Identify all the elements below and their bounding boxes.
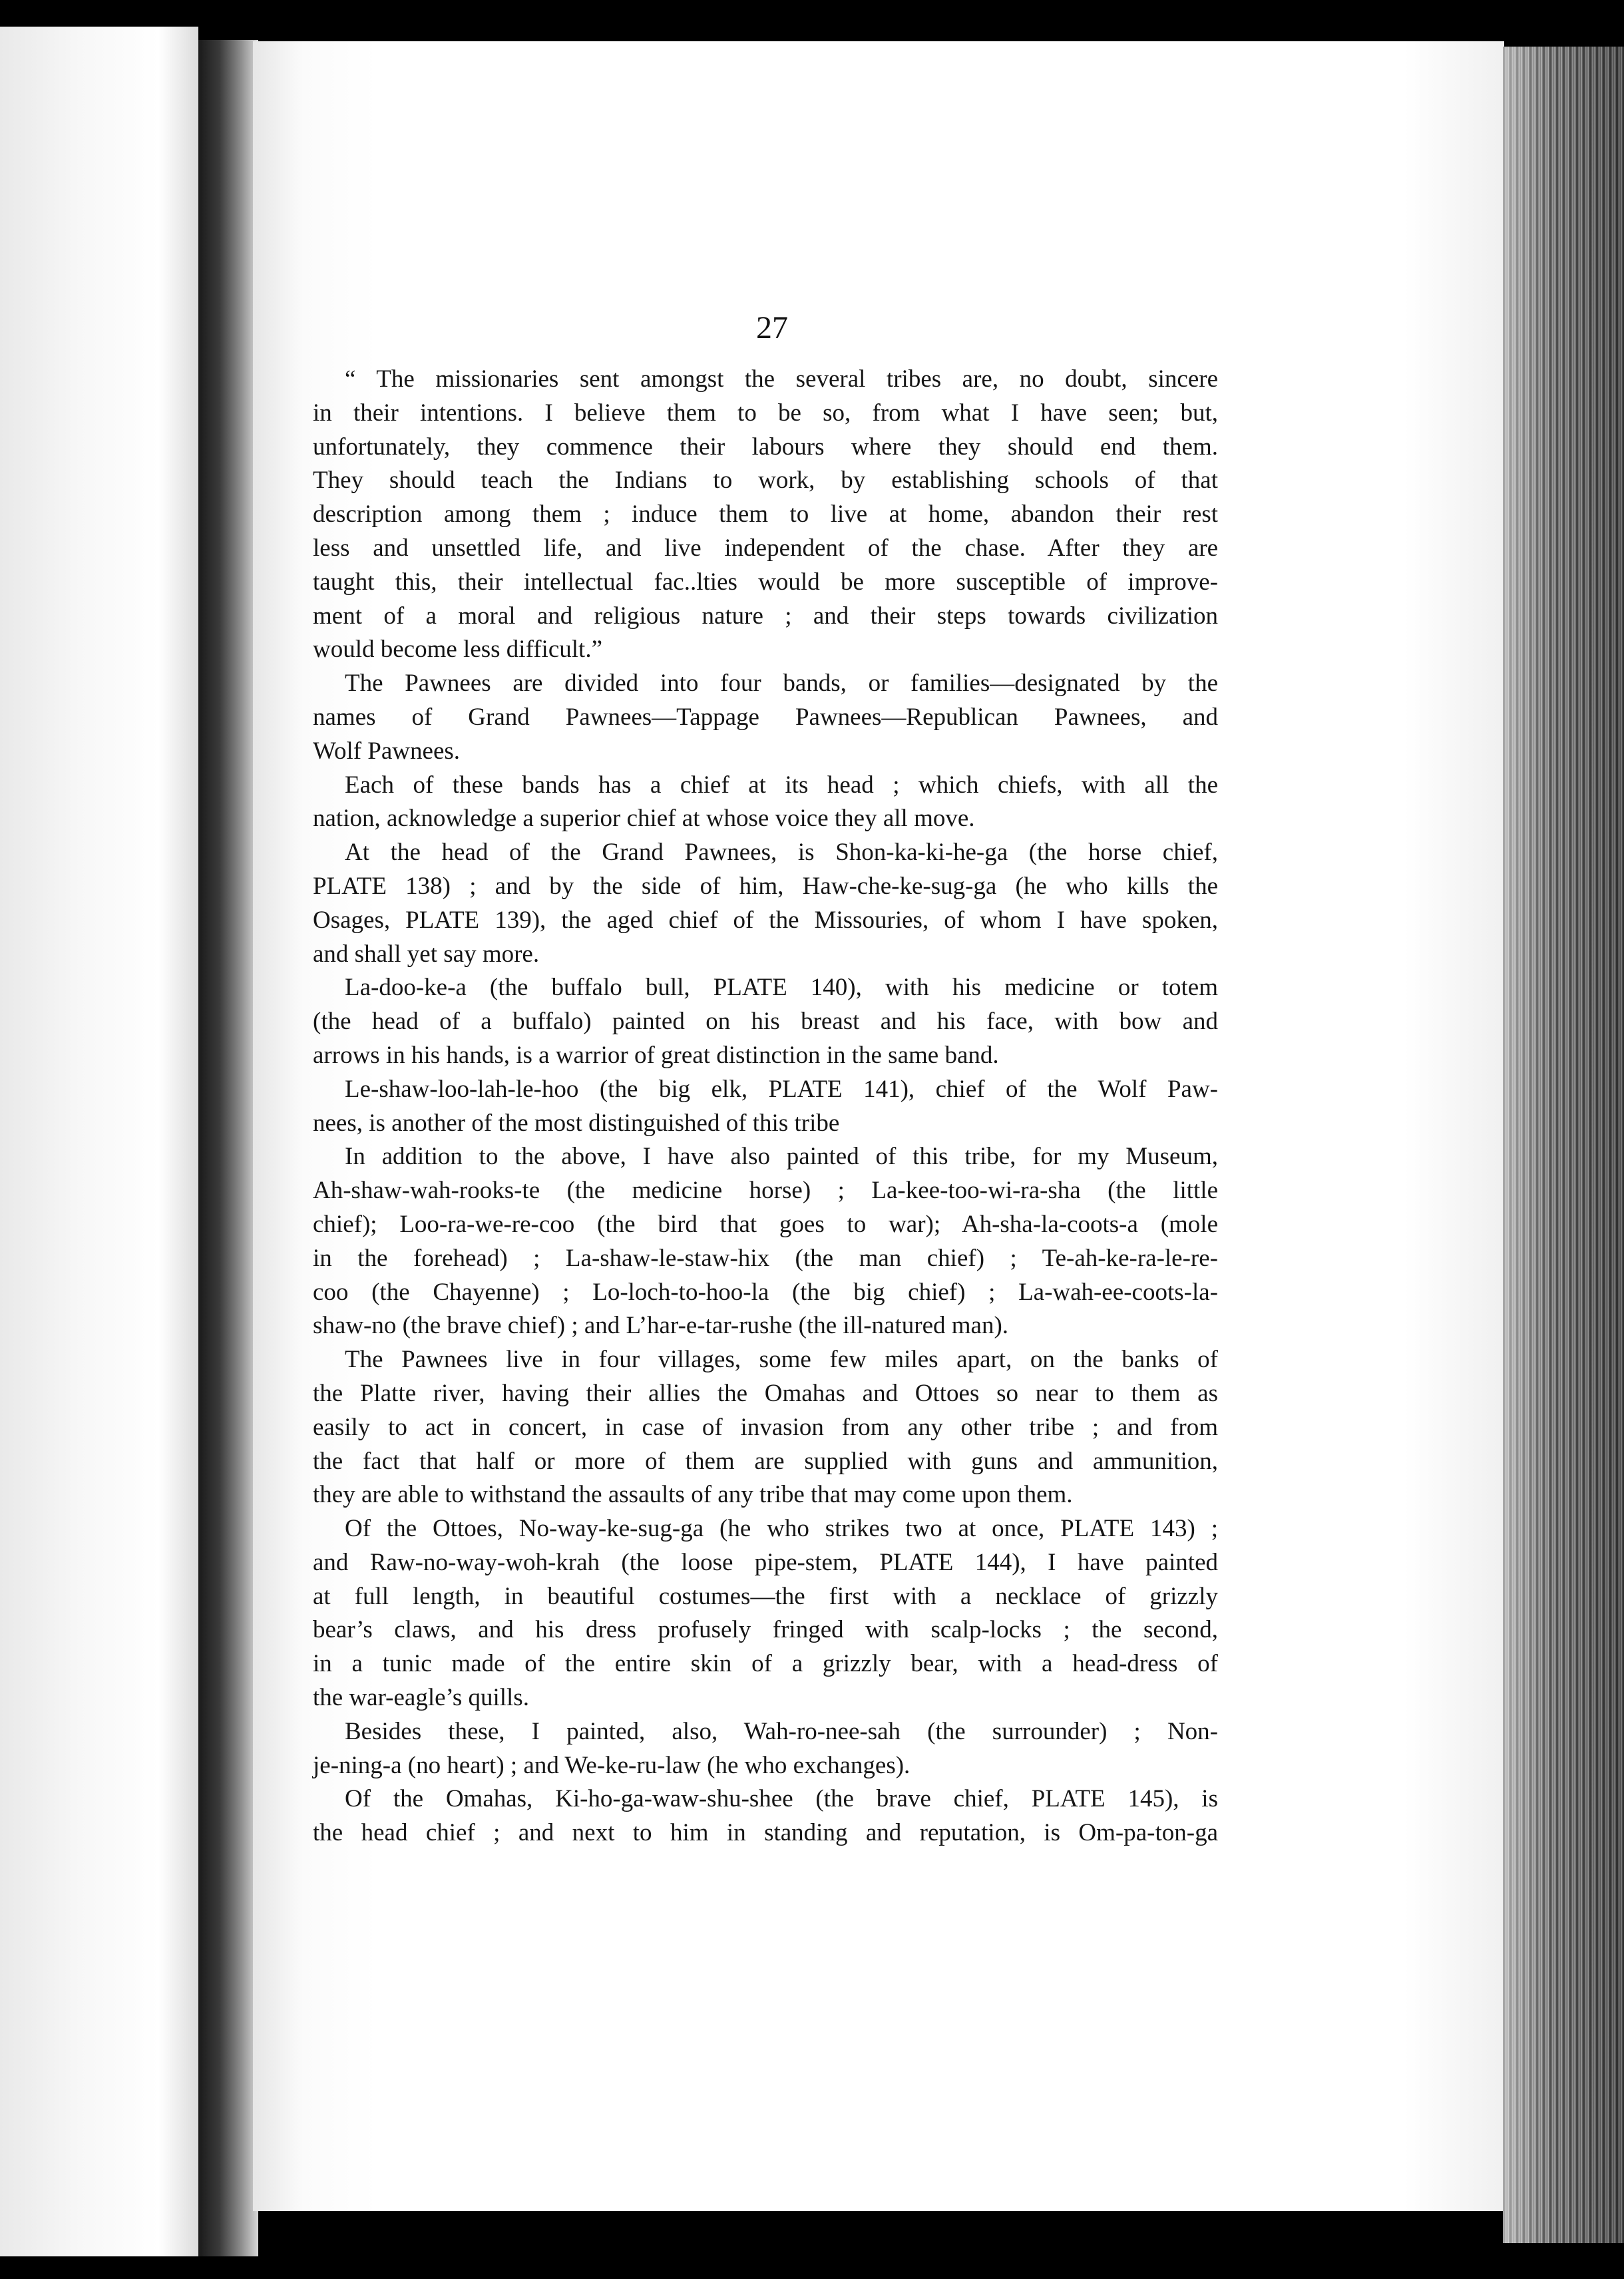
body-text — [313, 363, 1218, 1850]
text-line: In addition to the above, I have also painted of this tribe, for my Museum, — [345, 1143, 1218, 1171]
text-line: bear’s claws, and his dress profusely fringed with scalp-locks ; the second, — [313, 1616, 1218, 1644]
paragraph — [313, 667, 1218, 768]
text-line: at full length, in beautiful costumes—the first with a necklace of grizzly — [313, 1582, 1218, 1610]
text-line: La-doo-ke-a (the buffalo bull, PLATE 140), with his medicine or totem — [345, 974, 1218, 1002]
text-line: arrows in his hands, is a warrior of great distinction in the same band. — [313, 1041, 999, 1069]
text-line: Wolf Pawnees. — [313, 737, 461, 765]
book-gutter — [198, 40, 258, 2256]
text-line: in the forehead) ; La-shaw-le-staw-hix (the man chief) ; Te-ah-ke-ra-le-re- — [313, 1244, 1218, 1272]
text-line: description among them ; induce them to live at home, abandon their rest — [313, 501, 1218, 528]
paragraph — [313, 769, 1218, 837]
text-line: chief); Loo-ra-we-re-coo (the bird that goes to war); Ah-sha-la-coots-a (mole — [313, 1210, 1218, 1238]
text-line: PLATE 138) ; and by the side of him, Haw-che-ke-sug-ga (he who kills the — [313, 872, 1218, 900]
text-line: ment of a moral and religious nature ; and their steps towards civilization — [313, 602, 1218, 630]
paragraph — [313, 1140, 1218, 1343]
text-line: would become less difficult.” — [313, 636, 602, 664]
text-line: They should teach the Indians to work, by establishing schools of that — [313, 467, 1218, 495]
text-line: Le-shaw-loo-lah-le-hoo (the big elk, PLATE 141), chief of the Wolf Paw- — [345, 1075, 1218, 1103]
text-line: less and unsettled life, and live independent of the chase. After they are — [313, 534, 1218, 562]
text-line: nation, acknowledge a superior chief at whose voice they all move. — [313, 805, 975, 833]
text-line: and shall yet say more. — [313, 940, 540, 968]
paragraph — [313, 836, 1218, 971]
text-line: coo (the Chayenne) ; Lo-loch-to-hoo-la (the big chief) ; La-wah-ee-coots-la- — [313, 1278, 1218, 1306]
text-line: Osages, PLATE 139), the aged chief of the Missouries, of whom I have spoken, — [313, 906, 1218, 934]
text-line: “ The missionaries sent amongst the several tribes are, no doubt, sincere — [345, 365, 1218, 393]
text-line: easily to act in concert, in case of invasion from any other tribe ; and from — [313, 1413, 1218, 1441]
text-line: nees, is another of the most distinguished of this tribe — [313, 1109, 840, 1137]
text-line: unfortunately, they commence their labours where they should end them. — [313, 433, 1218, 461]
paragraph — [313, 1782, 1218, 1850]
text-line: the head chief ; and next to him in standing and reputation, is Om-pa-ton-ga — [313, 1819, 1218, 1847]
paragraph — [313, 1715, 1218, 1783]
text-line: the fact that half or more of them are supplied with guns and ammunition, — [313, 1447, 1218, 1475]
text-line: the Platte river, having their allies the Omahas and Ottoes so near to them as — [313, 1379, 1218, 1407]
paragraph — [313, 1512, 1218, 1715]
text-line: they are able to withstand the assaults of any tribe that may come upon them. — [313, 1481, 1073, 1509]
text-line: names of Grand Pawnees—Tappage Pawnees—Republican Pawnees, and — [313, 703, 1218, 731]
text-line: and Raw-no-way-woh-krah (the loose pipe-stem, PLATE 144), I have painted — [313, 1548, 1218, 1576]
facing-page-edge — [0, 27, 198, 2256]
text-line: in a tunic made of the entire skin of a grizzly bear, with a head-dress of — [313, 1650, 1218, 1678]
text-line: Ah-shaw-wah-rooks-te (the medicine horse) ; La-kee-too-wi-ra-sha (the little — [313, 1177, 1218, 1205]
text-line: the war-eagle’s quills. — [313, 1684, 529, 1712]
page-number: 27 — [756, 310, 788, 345]
text-line: in their intentions. I believe them to be so, from what I have seen; but, — [313, 399, 1218, 427]
text-line: Of the Omahas, Ki-ho-ga-waw-shu-shee (the brave chief, PLATE 145), is — [345, 1785, 1218, 1813]
text-line: At the head of the Grand Pawnees, is Shon-ka-ki-he-ga (the horse chief, — [345, 839, 1218, 867]
paragraph — [313, 363, 1218, 667]
paragraph — [313, 1343, 1218, 1512]
text-line: (the head of a buffalo) painted on his breast and his face, with bow and — [313, 1008, 1218, 1036]
paragraph — [313, 971, 1218, 1072]
page-stack-shading — [1503, 47, 1624, 2243]
text-line: shaw-no (the brave chief) ; and L’har-e-tar-rushe (the ill-natured man). — [313, 1312, 1009, 1340]
text-line: Of the Ottoes, No-way-ke-sug-ga (he who strikes two at once, PLATE 143) ; — [345, 1515, 1218, 1543]
paragraph — [313, 1073, 1218, 1141]
text-line: Each of these bands has a chief at its head ; which chiefs, with all the — [345, 771, 1218, 799]
text-line: je-ning-a (no heart) ; and We-ke-ru-law (he who exchanges). — [313, 1751, 911, 1779]
text-line: The Pawnees live in four villages, some few miles apart, on the banks of — [345, 1346, 1218, 1374]
text-line: The Pawnees are divided into four bands, or families—designated by the — [345, 670, 1218, 698]
text-line: Besides these, I painted, also, Wah-ro-nee-sah (the surrounder) ; Non- — [345, 1717, 1218, 1745]
text-line: taught this, their intellectual fac..lties would be more susceptible of improve- — [313, 568, 1218, 596]
